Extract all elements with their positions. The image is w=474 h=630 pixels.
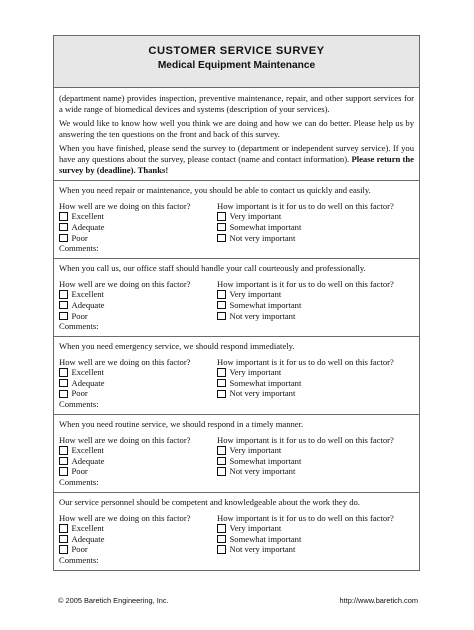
checkbox-icon[interactable] <box>59 524 68 533</box>
question-text: When you need emergency service, we should respond immediately. <box>59 341 295 352</box>
importance-option[interactable] <box>217 534 414 545</box>
rating-option[interactable] <box>59 211 217 222</box>
importance-question: How important is it for us to do well on this factor? <box>217 356 394 367</box>
intro-section <box>54 88 419 181</box>
rating-column <box>59 435 217 492</box>
copyright-text: © 2005 Baretich Engineering, Inc. <box>58 596 169 605</box>
importance-option[interactable] <box>217 300 414 311</box>
question-text: When you need repair or maintenance, you should be able to contact us quickly and easily. <box>59 185 371 196</box>
question-text: Our service personnel should be competent and knowledgeable about the work they do. <box>59 497 360 508</box>
rating-option[interactable] <box>59 388 217 399</box>
checkbox-icon[interactable] <box>59 312 68 321</box>
rating-question: How well are we doing on this factor? <box>59 278 191 289</box>
checkbox-icon[interactable] <box>59 290 68 299</box>
survey-form <box>53 35 420 571</box>
rating-column <box>59 357 217 414</box>
rating-option[interactable] <box>59 445 217 456</box>
rating-option[interactable] <box>59 534 217 545</box>
importance-option[interactable] <box>217 233 414 244</box>
importance-option[interactable] <box>217 378 414 389</box>
question-columns <box>59 279 414 336</box>
comments-label: Comments: <box>59 243 99 254</box>
importance-question: How important is it for us to do well on this factor? <box>217 200 394 211</box>
rating-option-label: Excellent <box>71 211 104 222</box>
importance-option-label: Somewhat important <box>229 221 302 232</box>
importance-column <box>217 279 414 336</box>
importance-option[interactable] <box>217 222 414 233</box>
survey-page <box>53 35 420 571</box>
checkbox-icon[interactable] <box>217 524 226 533</box>
rating-column <box>59 201 217 258</box>
importance-option-label: Very important <box>229 445 282 456</box>
question-columns <box>59 513 414 570</box>
rating-option[interactable] <box>59 289 217 300</box>
rating-option-label: Excellent <box>71 445 104 456</box>
importance-option[interactable] <box>217 445 414 456</box>
comments-label: Comments: <box>59 477 99 488</box>
rating-column <box>59 279 217 336</box>
importance-option-label: Not very important <box>229 466 296 477</box>
importance-question: How important is it for us to do well on this factor? <box>217 278 394 289</box>
rating-option-label: Excellent <box>71 289 104 300</box>
importance-column <box>217 201 414 258</box>
checkbox-icon[interactable] <box>217 234 226 243</box>
rating-option-label: Poor <box>71 466 88 477</box>
importance-question: How important is it for us to do well on this factor? <box>217 434 394 445</box>
checkbox-icon[interactable] <box>59 234 68 243</box>
importance-option-label: Very important <box>229 211 282 222</box>
checkbox-icon[interactable] <box>59 379 68 388</box>
intro-paragraph-3 <box>59 143 414 175</box>
rating-column <box>59 513 217 570</box>
rating-question: How well are we doing on this factor? <box>59 512 191 523</box>
comments-label: Comments: <box>59 555 99 565</box>
importance-option[interactable] <box>217 367 414 378</box>
rating-option-label: Adequate <box>71 455 105 466</box>
importance-option-label: Very important <box>229 523 282 534</box>
comments-label: Comments: <box>59 399 99 410</box>
checkbox-icon[interactable] <box>217 379 226 388</box>
checkbox-icon[interactable] <box>59 301 68 310</box>
survey-title: CUSTOMER SERVICE SURVEY <box>148 45 325 57</box>
rating-option-label: Poor <box>71 310 88 321</box>
rating-option-label: Adequate <box>71 221 105 232</box>
rating-option[interactable] <box>59 466 217 477</box>
importance-option[interactable] <box>217 544 414 555</box>
importance-option[interactable] <box>217 523 414 534</box>
questions-list <box>54 181 419 570</box>
rating-option[interactable] <box>59 378 217 389</box>
rating-option-label: Excellent <box>71 367 104 378</box>
rating-option[interactable] <box>59 544 217 555</box>
importance-option[interactable] <box>217 211 414 222</box>
checkbox-icon[interactable] <box>59 545 68 554</box>
website-link[interactable]: http://www.baretich.com <box>339 596 418 605</box>
checkbox-icon[interactable] <box>59 457 68 466</box>
rating-option[interactable] <box>59 311 217 322</box>
checkbox-icon[interactable] <box>217 535 226 544</box>
question-text: When you call us, our office staff should handle your call courteously and professionally. <box>59 263 366 274</box>
checkbox-icon[interactable] <box>217 368 226 377</box>
question-section <box>54 493 419 570</box>
question-columns <box>59 435 414 492</box>
question-text: When you need routine service, we should respond in a timely manner. <box>59 419 304 430</box>
question-section <box>54 181 419 259</box>
checkbox-icon[interactable] <box>217 290 226 299</box>
checkbox-icon[interactable] <box>217 223 226 232</box>
rating-option[interactable] <box>59 233 217 244</box>
rating-option-label: Poor <box>71 232 88 243</box>
importance-option-label: Not very important <box>229 388 296 399</box>
importance-option-label: Not very important <box>229 310 296 321</box>
importance-option-label: Not very important <box>229 544 296 555</box>
footer <box>58 596 418 605</box>
intro-paragraph-1: (department name) provides inspection, preventive maintenance, repair, and other support services for a wide range of biomedical devices and systems (description of your services). <box>59 93 414 114</box>
importance-option[interactable] <box>217 388 414 399</box>
checkbox-icon[interactable] <box>217 390 226 399</box>
checkbox-icon[interactable] <box>59 446 68 455</box>
question-columns <box>59 201 414 258</box>
checkbox-icon[interactable] <box>217 457 226 466</box>
importance-option-label: Somewhat important <box>229 377 302 388</box>
importance-question: How important is it for us to do well on this factor? <box>217 512 394 523</box>
rating-question: How well are we doing on this factor? <box>59 356 191 367</box>
importance-option-label: Very important <box>229 289 282 300</box>
checkbox-icon[interactable] <box>217 312 226 321</box>
importance-column <box>217 357 414 414</box>
intro-paragraph-2: We would like to know how well you think we are doing and how we can do better. Please help us by answering the ten questions on the front and back of this survey. <box>59 118 414 139</box>
checkbox-icon[interactable] <box>217 301 226 310</box>
rating-option[interactable] <box>59 523 217 534</box>
importance-option-label: Somewhat important <box>229 455 302 466</box>
checkbox-icon[interactable] <box>217 545 226 554</box>
importance-column <box>217 435 414 492</box>
rating-option-label: Adequate <box>71 377 105 388</box>
importance-option-label: Very important <box>229 367 282 378</box>
question-section <box>54 337 419 415</box>
checkbox-icon[interactable] <box>59 535 68 544</box>
rating-question: How well are we doing on this factor? <box>59 200 191 211</box>
rating-option-label: Poor <box>71 388 88 399</box>
intro-paragraph-3-text: When you have finished, please send the survey to (department or independent survey service). If you have any questions about the survey, please contact (name and contact information). <box>59 143 414 164</box>
rating-question: How well are we doing on this factor? <box>59 434 191 445</box>
survey-header <box>54 36 419 88</box>
comments-label: Comments: <box>59 321 99 332</box>
question-columns <box>59 357 414 414</box>
checkbox-icon[interactable] <box>59 223 68 232</box>
rating-option-label: Adequate <box>71 533 105 544</box>
importance-option[interactable] <box>217 289 414 300</box>
checkbox-icon[interactable] <box>217 212 226 221</box>
question-section <box>54 415 419 493</box>
survey-subtitle: Medical Equipment Maintenance <box>157 60 316 71</box>
checkbox-icon[interactable] <box>59 368 68 377</box>
importance-column <box>217 513 414 570</box>
question-section <box>54 259 419 337</box>
importance-option[interactable] <box>217 456 414 467</box>
importance-option-label: Not very important <box>229 232 296 243</box>
rating-option-label: Poor <box>71 544 88 555</box>
checkbox-icon[interactable] <box>59 467 68 476</box>
importance-option-label: Somewhat important <box>229 533 302 544</box>
rating-option[interactable] <box>59 367 217 378</box>
checkbox-icon[interactable] <box>59 390 68 399</box>
checkbox-icon[interactable] <box>217 446 226 455</box>
rating-option[interactable] <box>59 222 217 233</box>
rating-option[interactable] <box>59 300 217 311</box>
checkbox-icon[interactable] <box>217 467 226 476</box>
importance-option[interactable] <box>217 311 414 322</box>
rating-option-label: Adequate <box>71 299 105 310</box>
checkbox-icon[interactable] <box>59 212 68 221</box>
rating-option[interactable] <box>59 456 217 467</box>
importance-option[interactable] <box>217 466 414 477</box>
rating-option-label: Excellent <box>71 523 104 534</box>
return-deadline-notice: Please return the survey by (deadline). Thanks! <box>59 153 414 175</box>
importance-option-label: Somewhat important <box>229 299 302 310</box>
